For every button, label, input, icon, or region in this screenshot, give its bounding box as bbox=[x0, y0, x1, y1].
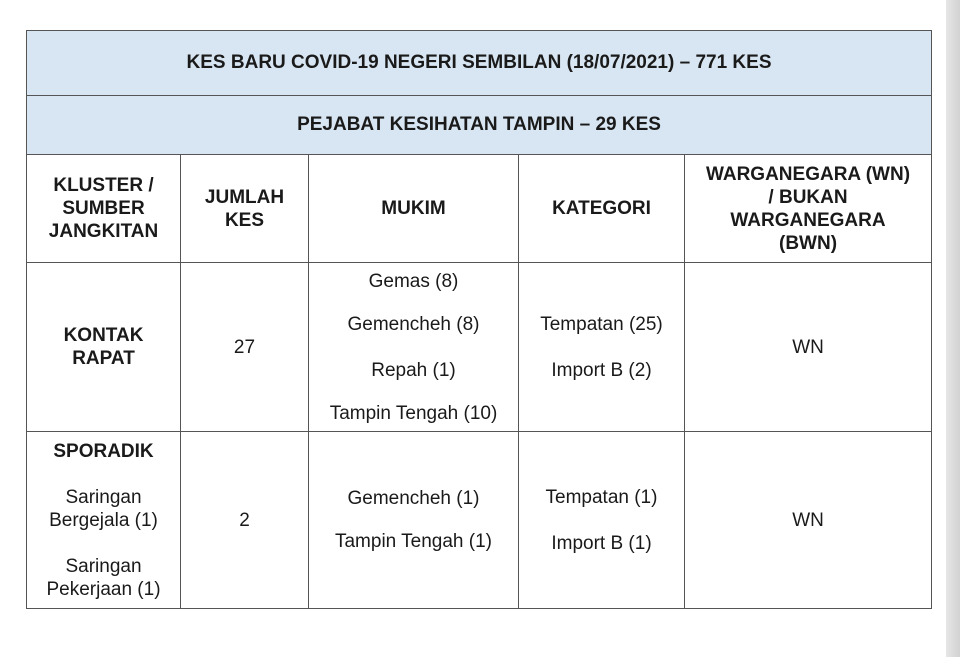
office-subtitle: PEJABAT KESIHATAN TAMPIN – 29 KES bbox=[27, 96, 932, 155]
category-item: Import B (1) bbox=[551, 532, 652, 554]
total-cell: 27 bbox=[181, 263, 309, 432]
mukim-cell bbox=[309, 263, 519, 432]
cluster-title: SPORADIK bbox=[53, 440, 154, 462]
category-cell bbox=[519, 432, 685, 609]
mukim-cell bbox=[309, 432, 519, 609]
mukim-item: Repah (1) bbox=[371, 359, 456, 381]
page-edge-shadow bbox=[946, 0, 960, 657]
header-total: JUMLAH KES bbox=[181, 155, 309, 263]
category-item: Import B (2) bbox=[551, 359, 652, 381]
covid-cases-table bbox=[26, 30, 932, 609]
header-cluster: KLUSTER / SUMBER JANGKITAN bbox=[27, 155, 181, 263]
header-citizenship: WARGANEGARA (WN) / BUKAN WARGANEGARA (BWN) bbox=[685, 155, 932, 263]
mukim-item: Gemas (8) bbox=[368, 270, 459, 292]
table-row bbox=[27, 432, 932, 609]
mukim-item: Gemencheh (8) bbox=[347, 313, 480, 335]
category-item: Tempatan (1) bbox=[545, 486, 658, 508]
header-row bbox=[27, 155, 932, 263]
office-row bbox=[27, 96, 932, 155]
total-cell: 2 bbox=[181, 432, 309, 609]
mukim-item: Tampin Tengah (10) bbox=[329, 402, 498, 424]
header-mukim: MUKIM bbox=[309, 155, 519, 263]
mukim-item: Tampin Tengah (1) bbox=[334, 531, 493, 552]
category-item: Tempatan (25) bbox=[540, 313, 663, 335]
report-title: KES BARU COVID-19 NEGERI SEMBILAN (18/07/2021) – 771 KES bbox=[27, 31, 932, 96]
category-cell bbox=[519, 263, 685, 432]
cluster-cell: KONTAK RAPAT bbox=[27, 263, 181, 432]
title-row bbox=[27, 31, 932, 96]
citizenship-cell: WN bbox=[685, 263, 932, 432]
cluster-cell: SPORADIK Saringan Bergejala (1) Saringan Pekerjaan (1) bbox=[27, 432, 181, 609]
header-category: KATEGORI bbox=[519, 155, 685, 263]
table-row bbox=[27, 263, 932, 432]
citizenship-cell: WN bbox=[685, 432, 932, 609]
mukim-item: Gemencheh (1) bbox=[347, 488, 480, 509]
